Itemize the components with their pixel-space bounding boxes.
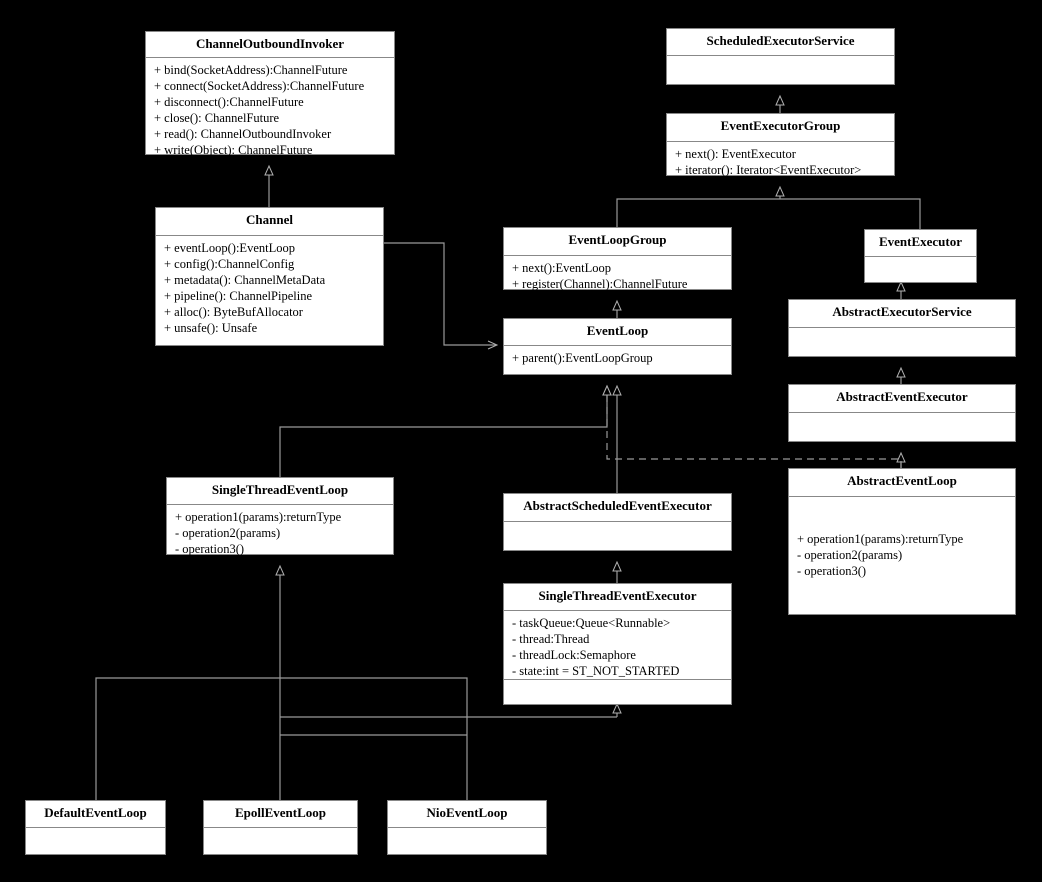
member: + unsafe(): Unsafe: [164, 321, 258, 335]
class-title: ChannelOutboundInvoker: [146, 32, 394, 58]
class-title: SingleThreadEventExecutor: [504, 584, 731, 611]
class-box-abstractscheduledeventexecutor[interactable]: [503, 493, 732, 551]
class-members: [504, 611, 731, 680]
member: - operation2(params): [797, 548, 903, 562]
class-box-channel[interactable]: [155, 207, 384, 346]
member: + iterator(): Iterator<EventExecutor>: [675, 163, 862, 177]
class-members: [667, 142, 894, 182]
class-title: AbstractScheduledEventExecutor: [504, 494, 731, 522]
class-members-empty: [667, 56, 894, 85]
member: + operation1(params):returnType: [175, 510, 342, 524]
class-title: EpollEventLoop: [204, 801, 357, 828]
member: + pipeline(): ChannelPipeline: [164, 289, 312, 303]
class-title: ScheduledExecutorService: [667, 29, 894, 56]
member: + alloc(): ByteBufAllocator: [164, 305, 303, 319]
member: + parent():EventLoopGroup: [512, 351, 653, 365]
class-title: EventExecutorGroup: [667, 114, 894, 142]
class-members-empty: [26, 828, 165, 854]
class-box-abstracteventloop[interactable]: [788, 468, 1016, 615]
member: + read(): ChannelOutboundInvoker: [154, 127, 332, 141]
member: + disconnect():ChannelFuture: [154, 95, 304, 109]
class-box-nioeventloop[interactable]: [387, 800, 547, 855]
class-methods-empty: [504, 680, 731, 705]
member: - state:int = ST_NOT_STARTED: [512, 664, 680, 678]
class-box-singlethreadeventloop[interactable]: [166, 477, 394, 555]
member: + close(): ChannelFuture: [154, 111, 280, 125]
member: + bind(SocketAddress):ChannelFuture: [154, 63, 348, 77]
member: + config():ChannelConfig: [164, 257, 295, 271]
member: - taskQueue:Queue<Runnable>: [512, 616, 671, 630]
class-title: DefaultEventLoop: [26, 801, 165, 828]
class-members-empty: [789, 328, 1015, 357]
member: + connect(SocketAddress):ChannelFuture: [154, 79, 365, 93]
class-members: [156, 236, 383, 340]
class-members-empty: [388, 828, 546, 854]
class-box-abstractexecutorservice[interactable]: [788, 299, 1016, 357]
class-box-abstracteventexecutor[interactable]: [788, 384, 1016, 442]
class-members: [789, 497, 1015, 583]
class-box-eventexecutor[interactable]: [864, 229, 977, 283]
member: + register(Channel):ChannelFuture: [512, 277, 688, 291]
class-box-eventloopgroup[interactable]: [503, 227, 732, 290]
class-members-empty: [865, 257, 976, 283]
member: + operation1(params):returnType: [797, 532, 964, 546]
class-members: [167, 505, 393, 561]
class-members-empty: [789, 413, 1015, 442]
class-title: AbstractEventExecutor: [789, 385, 1015, 413]
class-title: AbstractExecutorService: [789, 300, 1015, 328]
class-box-scheduledexecutorservice[interactable]: [666, 28, 895, 85]
class-members-empty: [504, 522, 731, 551]
class-box-defaulteventloop[interactable]: [25, 800, 166, 855]
class-title: SingleThreadEventLoop: [167, 478, 393, 505]
class-box-channeloutboundinvoker[interactable]: [145, 31, 395, 155]
member: - threadLock:Semaphore: [512, 648, 636, 662]
member: - operation3(): [175, 542, 245, 556]
class-title: Channel: [156, 208, 383, 236]
class-box-eventloop[interactable]: [503, 318, 732, 375]
member: - thread:Thread: [512, 632, 590, 646]
member: + metadata(): ChannelMetaData: [164, 273, 326, 287]
class-box-eventexecutorgroup[interactable]: [666, 113, 895, 176]
class-title: EventLoopGroup: [504, 228, 731, 256]
class-members: [504, 346, 731, 370]
class-members: [146, 58, 394, 162]
member: + eventLoop():EventLoop: [164, 241, 295, 255]
class-box-epolleventloop[interactable]: [203, 800, 358, 855]
class-title: NioEventLoop: [388, 801, 546, 828]
class-members-empty: [204, 828, 357, 854]
class-members: [504, 256, 731, 296]
member: + write(Object): ChannelFuture: [154, 143, 313, 157]
class-title: AbstractEventLoop: [789, 469, 1015, 497]
class-box-singlethreadeventexecutor[interactable]: [503, 583, 732, 705]
member: + next(): EventExecutor: [675, 147, 796, 161]
member: - operation2(params): [175, 526, 281, 540]
member: + next():EventLoop: [512, 261, 612, 275]
class-title: EventExecutor: [865, 230, 976, 257]
member: - operation3(): [797, 564, 867, 578]
class-title: EventLoop: [504, 319, 731, 346]
